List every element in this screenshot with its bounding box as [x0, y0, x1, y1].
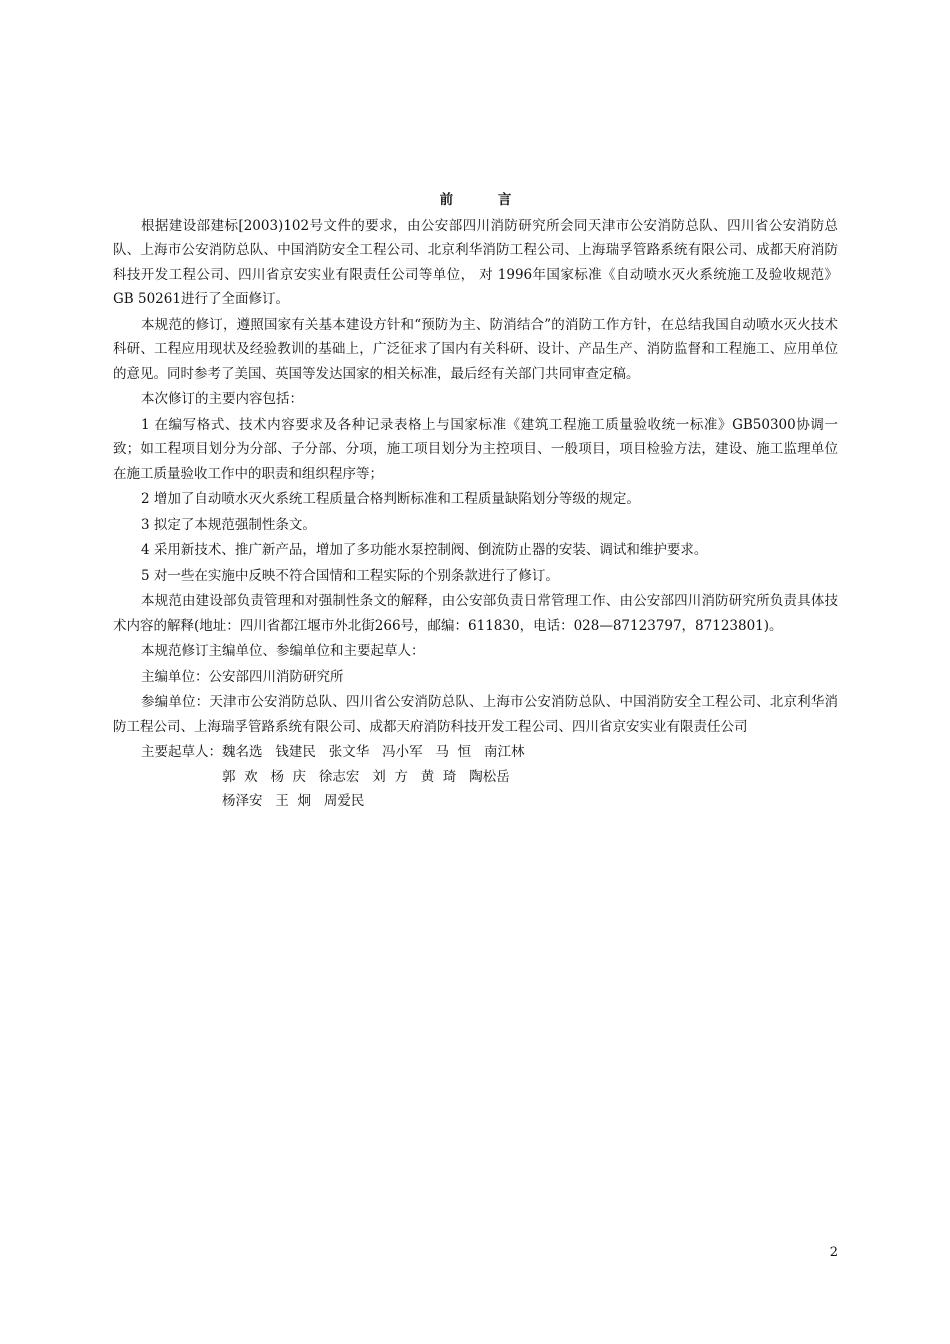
drafters-row: 杨泽安 王 炯 周爱民 [222, 793, 365, 809]
drafters-row: 郭 欢 杨 庆 徐志宏 刘 方 黄 琦 陶松岳 [222, 768, 510, 785]
paragraph-principles: 本规范的修订，遵照国家有关基本建设方针和“预防为主、防消结合”的消防工作方针，在总结我国自动喷水灭火技术科研、工程应用现状及经验教训的基础上，广泛征求了国内有关科研、设计、产品生产、消防监督和工程施工、应用单位的意见。同时参考了美国、英国等发达国家的相关标准，最后经有关部门共同审查定稿。 [113, 316, 838, 382]
document-body [113, 188, 838, 814]
paragraph-management: 本规范由建设部负责管理和对强制性条文的解释，由公安部负责日常管理工作、由公安部四川消防研究所负责具体技术内容的解释(地址：四川省都江堰市外北街266号，邮编：611830，电话：028—87123797，87123801)。 [113, 593, 838, 634]
main-drafters-label: 主要起草人： [141, 744, 222, 760]
revision-item-4: 4 采用新技术、推广新产品，增加了多功能水泵控制阀、倒流防止器的安装、调试和维护要求。 [141, 542, 708, 558]
chief-editor-unit: 主编单位：公安部四川消防研究所 [141, 668, 344, 685]
revision-item-5: 5 对一些在实施中反映不符合国情和工程实际的个别条款进行了修订。 [141, 567, 559, 584]
paragraph-revision-heading: 本次修订的主要内容包括： [141, 391, 303, 407]
revision-item-2: 2 增加了自动喷水灭火系统工程质量合格判断标准和工程质量缺陷划分等级的规定。 [141, 491, 640, 507]
paragraph-units-heading: 本规范修订主编单位、参编单位和主要起草人： [141, 643, 425, 659]
revision-item-3: 3 拟定了本规范强制性条文。 [141, 516, 316, 533]
participating-units: 参编单位：天津市公安消防总队、四川省公安消防总队、上海市公安消防总队、中国消防安全工程公司、北京利华消防工程公司、上海瑞孚管路系统有限公司、成都天府消防科技开发工程公司、四川省京安实业有限责任公司 [113, 694, 838, 735]
main-drafters [141, 740, 838, 814]
page-number: 2 [829, 1245, 838, 1260]
page-title: 前 言 [439, 192, 532, 208]
revision-item-1: 1 在编写格式、技术内容要求及各种记录表格上与国家标准《建筑工程施工质量验收统一标准》GB50300协调一致；如工程项目划分为分部、子分部、分项，施工项目划分为主控项目、一般项目，项目检验方法，建设、施工监理单位在施工质量验收工作中的职责和组织程序等； [113, 416, 838, 482]
drafters-row: 魏名选 钱建民 张文华 冯小军 马 恒 南江林 [222, 744, 525, 760]
paragraph-intro: 根据建设部建标[2003)102号文件的要求，由公安部四川消防研究所会同天津市公安消防总队、四川省公安消防总队、上海市公安消防总队、中国消防安全工程公司、北京利华消防工程公司、上海瑞孚管路系统有限公司、成都天府消防科技开发工程公司、四川省京安实业有限责任公司等单位， 对 1996年国家标准《自动喷水灭火系统施工及验收规范》GB 50261进行了全面修订。 [113, 217, 838, 307]
main-drafters-names [222, 740, 524, 814]
